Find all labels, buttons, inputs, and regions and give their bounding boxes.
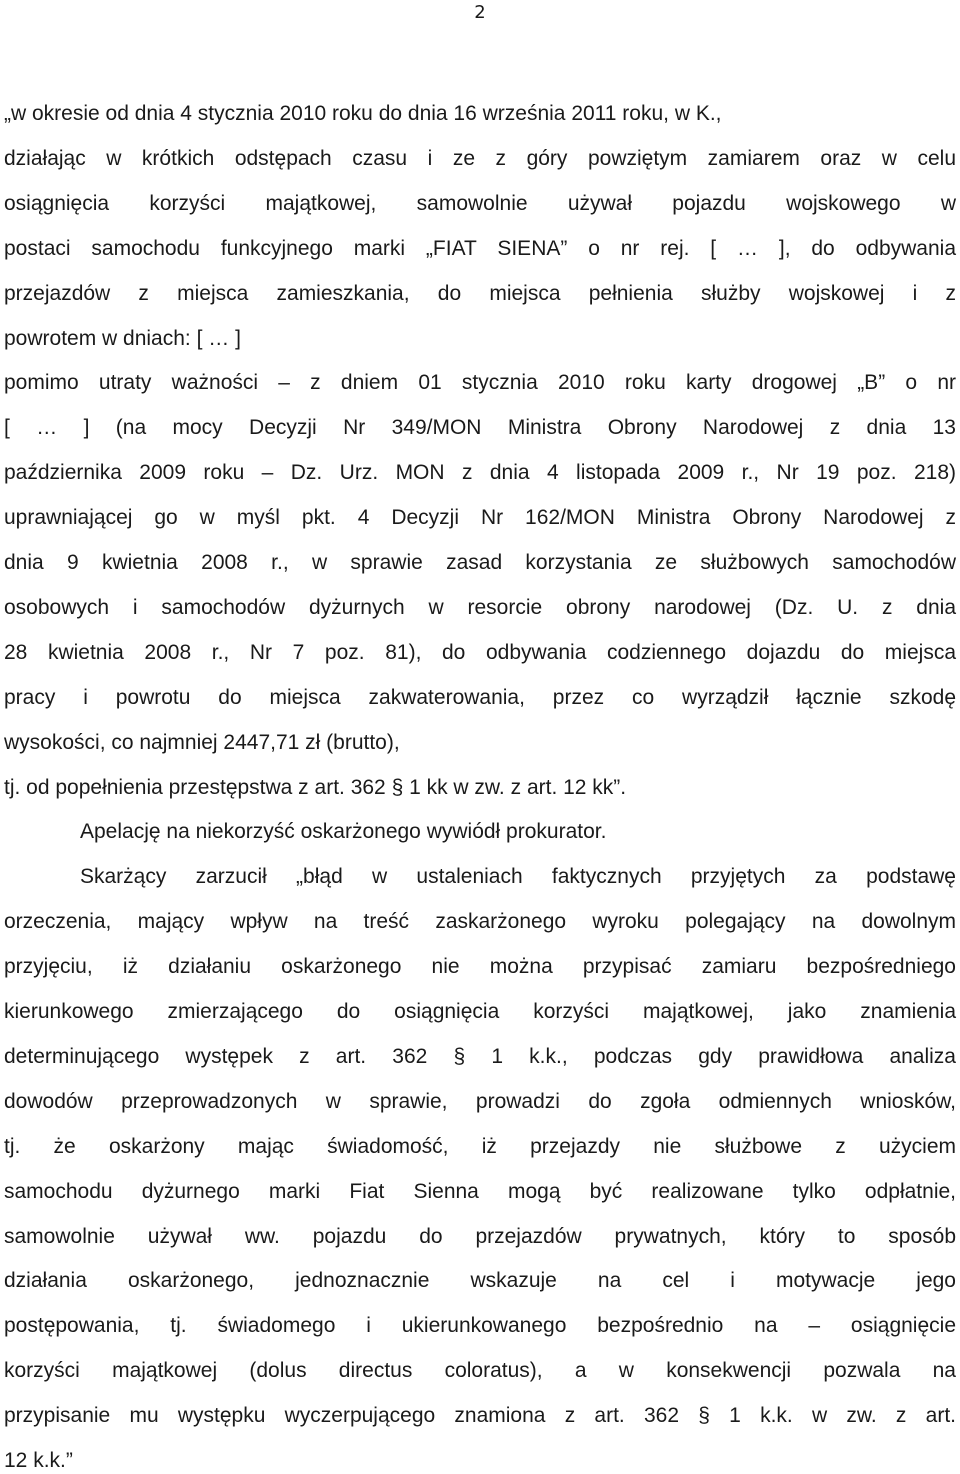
- text-line: osiągnięcia korzyści majątkowej, samowolnie używał pojazdu wojskowego w: [4, 192, 956, 215]
- text-line: przejazdów z miejsca zamieszkania, do miejsca pełnienia służby wojskowej i z: [4, 282, 956, 305]
- text-line: korzyści majątkowej (dolus directus coloratus), a w konsekwencji pozwala na: [4, 1359, 956, 1382]
- text-line: tj. że oskarżony mając świadomość, iż przejazdy nie służbowe z użyciem: [4, 1135, 956, 1158]
- text-line: Apelację na niekorzyść oskarżonego wywiódł prokurator.: [80, 820, 607, 843]
- text-line: samochodu dyżurnego marki Fiat Sienna mogą być realizowane tylko odpłatnie,: [4, 1180, 956, 1203]
- text-line: dowodów przeprowadzonych w sprawie, prowadzi do zgoła odmiennych wniosków,: [4, 1090, 956, 1113]
- text-line: postępowania, tj. świadomego i ukierunkowanego bezpośrednio na – osiągnięcie: [4, 1314, 956, 1337]
- text-line: powrotem w dniach: [ … ]: [4, 327, 241, 350]
- text-line: orzeczenia, mający wpływ na treść zaskarżonego wyroku polegający na dowolnym: [4, 910, 956, 933]
- text-line: Skarżący zarzucił „błąd w ustaleniach faktycznych przyjętych za podstawę: [80, 865, 956, 888]
- text-line: tj. od popełnienia przestępstwa z art. 362 § 1 kk w zw. z art. 12 kk”.: [4, 776, 627, 799]
- text-line: 28 kwietnia 2008 r., Nr 7 poz. 81), do odbywania codziennego dojazdu do miejsca: [4, 641, 956, 664]
- text-line: postaci samochodu funkcyjnego marki „FIAT SIENA” o nr rej. [ … ], do odbywania: [4, 237, 956, 260]
- text-line: działając w krótkich odstępach czasu i ze z góry powziętym zamiarem oraz w celu: [4, 147, 956, 170]
- text-line: działania oskarżonego, jednoznacznie wskazuje na cel i motywacje jego: [4, 1269, 956, 1292]
- text-line: pomimo utraty ważności – z dniem 01 stycznia 2010 roku karty drogowej „B” o nr: [4, 371, 956, 394]
- text-line: 12 k.k.”: [4, 1449, 73, 1472]
- text-line: determinującego występek z art. 362 § 1 k.k., podczas gdy prawidłowa analiza: [4, 1045, 956, 1068]
- page-number: 2: [474, 2, 486, 23]
- text-line: kierunkowego zmierzającego do osiągnięcia korzyści majątkowej, jako znamienia: [4, 1000, 956, 1023]
- text-line: pracy i powrotu do miejsca zakwaterowania, przez co wyrządził łącznie szkodę: [4, 686, 956, 709]
- text-line: przyjęciu, iż działaniu oskarżonego nie można przypisać zamiaru bezpośredniego: [4, 955, 956, 978]
- text-line: przypisanie mu występku wyczerpującego znamiona z art. 362 § 1 k.k. w zw. z art.: [4, 1404, 956, 1427]
- text-line: [ … ] (na mocy Decyzji Nr 349/MON Ministra Obrony Narodowej z dnia 13: [4, 416, 956, 439]
- text-line: „w okresie od dnia 4 stycznia 2010 roku do dnia 16 września 2011 roku, w K.,: [4, 102, 722, 125]
- text-line: wysokości, co najmniej 2447,71 zł (brutto),: [4, 731, 400, 754]
- text-line: samowolnie używał ww. pojazdu do przejazdów prywatnych, który to sposób: [4, 1225, 956, 1248]
- text-line: dnia 9 kwietnia 2008 r., w sprawie zasad korzystania ze służbowych samochodów: [4, 551, 956, 574]
- text-line: osobowych i samochodów dyżurnych w resorcie obrony narodowej (Dz. U. z dnia: [4, 596, 956, 619]
- text-line: października 2009 roku – Dz. Urz. MON z dnia 4 listopada 2009 r., Nr 19 poz. 218): [4, 461, 956, 484]
- text-line: uprawniającej go w myśl pkt. 4 Decyzji Nr 162/MON Ministra Obrony Narodowej z: [4, 506, 956, 529]
